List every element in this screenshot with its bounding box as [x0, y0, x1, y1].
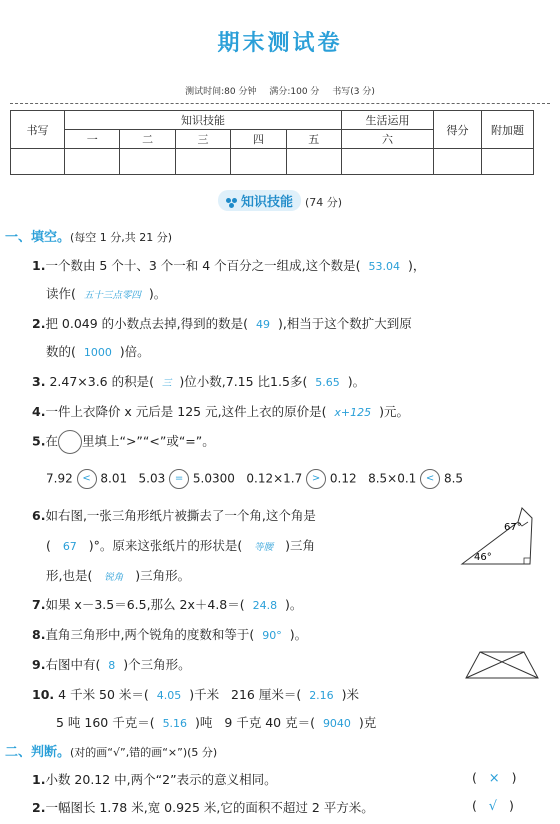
triangles-figure	[462, 648, 542, 684]
q-number: 2.	[32, 316, 46, 331]
exam-meta	[0, 84, 560, 97]
answer[interactable]: 5.65	[315, 376, 340, 389]
score-col-writing: 书写	[11, 111, 65, 149]
score-col-1: 一	[65, 130, 120, 149]
answer[interactable]: 24.8	[252, 599, 278, 612]
q-text: )。	[289, 627, 308, 642]
question-3	[32, 372, 365, 390]
score-col-4: 四	[231, 130, 286, 149]
answer[interactable]: 1000	[83, 346, 112, 359]
compare-right: 8.5	[443, 471, 464, 486]
score-col-2: 二	[120, 130, 175, 149]
judge-2-answer[interactable]: ( √ )	[472, 798, 514, 814]
q-text: )元。	[379, 404, 409, 419]
answer[interactable]: 5.16	[162, 717, 188, 730]
judge-2	[32, 798, 374, 816]
question-1-line-2	[46, 284, 166, 302]
score-col-3: 三	[175, 130, 230, 149]
q-text: )吨	[195, 715, 213, 730]
score-cell[interactable]	[65, 149, 120, 175]
q-text: 里填上“>”“<”或“=”。	[81, 433, 215, 449]
score-cell[interactable]	[120, 149, 175, 175]
q-text: 一件上衣降价 x 元后是 125 元,这件上衣的原价是(	[45, 404, 327, 419]
question-4	[32, 402, 409, 420]
question-2	[32, 314, 412, 332]
answer[interactable]: 90°	[262, 629, 282, 642]
q-number: 7.	[32, 597, 46, 612]
writing-score: 书写(3 分)	[332, 87, 375, 97]
question-8	[32, 625, 307, 643]
question-2-line-2	[46, 342, 150, 360]
q-text: 数的(	[46, 344, 76, 359]
score-table	[10, 110, 534, 175]
compare-right: 8.01	[100, 471, 128, 486]
answer[interactable]: 五十三点零四	[83, 290, 141, 301]
q-text: )倍。	[119, 344, 150, 359]
question-10	[32, 685, 359, 703]
angle-46-label: 46°	[474, 552, 492, 563]
score-col-skills: 知识技能	[65, 111, 342, 130]
exam-time: 测试时间:80 分钟	[185, 87, 257, 97]
compare-left: 0.12×1.7	[246, 471, 303, 486]
answer[interactable]: 8	[108, 659, 116, 672]
part-2-heading	[5, 741, 217, 760]
section-points: (74 分)	[304, 196, 343, 209]
part-2-title: 二、判断。	[5, 745, 71, 760]
full-score: 满分:100 分	[269, 87, 320, 97]
section-label-pill	[218, 190, 301, 211]
question-6-line-2	[46, 536, 315, 554]
score-cell[interactable]	[342, 149, 434, 175]
answer[interactable]: 2.16	[309, 689, 334, 702]
answer[interactable]: 67	[62, 540, 77, 553]
q-number: 2.	[32, 800, 46, 815]
score-cell[interactable]	[482, 149, 534, 175]
q-text: (	[46, 538, 51, 553]
score-col-6: 六	[342, 130, 434, 149]
answer[interactable]: x+125	[334, 406, 372, 419]
part-1-title: 一、填空。	[5, 230, 71, 245]
right-angle-mark	[524, 558, 530, 564]
q-text: 读作(	[46, 286, 76, 301]
q-text: 一幅图长 1.78 米,宽 0.925 米,它的面积不超过 2 平方米。	[45, 800, 374, 815]
compare-answer[interactable]: <	[77, 469, 97, 489]
question-6-line-3	[46, 566, 190, 584]
q-text: 如果 x－3.5＝6.5,那么 2x＋4.8＝(	[45, 597, 245, 612]
q-text: 形,也是(	[46, 568, 93, 583]
compare-right: 0.12	[329, 471, 357, 486]
q-number: 1.	[32, 258, 46, 273]
compare-right: 5.0300	[192, 471, 235, 486]
part-1-note: (每空 1 分,共 21 分)	[70, 231, 173, 244]
q-text: 9 千克 40 克＝(	[224, 715, 315, 730]
question-5-items	[46, 469, 463, 489]
answer[interactable]: 三	[161, 378, 172, 389]
triangle-shape	[462, 508, 532, 564]
q-text: 2.47×3.6 的积是(	[49, 374, 154, 389]
q-text: 直角三角形中,两个锐角的度数和等于(	[45, 627, 255, 642]
score-cell[interactable]	[11, 149, 65, 175]
section-label: 知识技能	[240, 195, 293, 210]
q-text: 4 千米 50 米＝(	[58, 687, 149, 702]
figure-lines	[466, 652, 538, 678]
q-text: 小数 20.12 中,两个“2”表示的意义相同。	[45, 772, 277, 787]
q-text: 右图中有(	[45, 657, 101, 672]
q-text: )。	[285, 597, 303, 612]
dots-icon	[226, 198, 238, 208]
score-cell[interactable]	[434, 149, 482, 175]
q-text: )个三角形。	[123, 657, 191, 672]
compare-left: 7.92	[46, 471, 73, 486]
q-text: )克	[358, 715, 377, 730]
q-text: )°。原来这张纸片的形状是(	[88, 538, 243, 553]
answer[interactable]: √	[488, 799, 498, 814]
q-text: )位小数,7.15 比1.5多(	[179, 374, 308, 389]
question-6	[32, 506, 316, 524]
answer[interactable]: 等腰	[254, 542, 274, 553]
score-cell[interactable]	[286, 149, 341, 175]
q-text: 一个数由 5 个十、3 个一和 4 个百分之一组成,这个数是(	[45, 258, 361, 273]
q-text: )千米	[189, 687, 220, 702]
q-number: 6.	[32, 508, 46, 523]
score-col-score: 得分	[434, 111, 482, 149]
compare-left: 8.5×0.1	[368, 471, 417, 486]
q-number: 10.	[32, 687, 55, 702]
q-number: 5.	[32, 433, 46, 449]
judge-1	[32, 770, 277, 788]
question-1	[32, 256, 425, 274]
answer[interactable]: 53.04	[368, 260, 400, 273]
question-10-line-2	[56, 713, 376, 731]
q-text: )米	[341, 687, 360, 702]
part-2-note: (对的画“√”,错的画“×”)(5 分)	[70, 746, 218, 759]
answer[interactable]: 49	[256, 318, 270, 331]
score-col-5: 五	[286, 130, 341, 149]
compare-answer[interactable]: <	[420, 469, 440, 489]
q-text: )。	[347, 374, 366, 389]
question-7	[32, 595, 302, 613]
circle-blank-icon	[58, 430, 82, 454]
answer[interactable]: 9040	[322, 717, 351, 730]
q-number: 9.	[32, 657, 46, 672]
page-title: 期末测试卷	[217, 31, 343, 56]
q-text: )三角形。	[135, 568, 191, 583]
score-col-life: 生活运用	[342, 111, 434, 130]
q-number: 1.	[32, 772, 46, 787]
q-text: 在	[45, 433, 58, 449]
q-number: 8.	[32, 627, 46, 642]
q-text: )。	[148, 286, 167, 301]
compare-answer[interactable]: >	[306, 469, 326, 489]
answer[interactable]: 4.05	[156, 689, 182, 702]
divider	[10, 103, 550, 104]
score-col-bonus: 附加题	[482, 111, 534, 149]
q-text: )三角	[285, 538, 315, 553]
judge-1-answer[interactable]: ( × )	[472, 770, 517, 786]
q-text: 216 厘米＝(	[231, 687, 302, 702]
q-text: ),相当于这个数扩大到原	[277, 316, 412, 331]
q-number: 3.	[32, 374, 46, 389]
q-text: )，	[407, 258, 426, 273]
section-header	[0, 190, 560, 211]
q-number: 4.	[32, 404, 46, 419]
question-9	[32, 655, 191, 673]
compare-left: 5.03	[138, 471, 166, 486]
q-text: 如右图,一张三角形纸片被撕去了一个角,这个角是	[45, 508, 316, 523]
q-text: 把 0.049 的小数点去掉,得到的数是(	[45, 316, 249, 331]
angle-67-label: 67°	[504, 522, 522, 533]
answer[interactable]: ×	[488, 771, 500, 786]
torn-triangle-figure	[458, 500, 538, 570]
score-cell[interactable]	[231, 149, 286, 175]
question-5	[32, 430, 215, 454]
score-cell[interactable]	[175, 149, 230, 175]
answer[interactable]: 锐角	[104, 572, 124, 583]
compare-answer[interactable]: =	[169, 469, 189, 489]
q-text: 5 吨 160 千克＝(	[56, 715, 155, 730]
part-1-heading	[5, 226, 172, 245]
